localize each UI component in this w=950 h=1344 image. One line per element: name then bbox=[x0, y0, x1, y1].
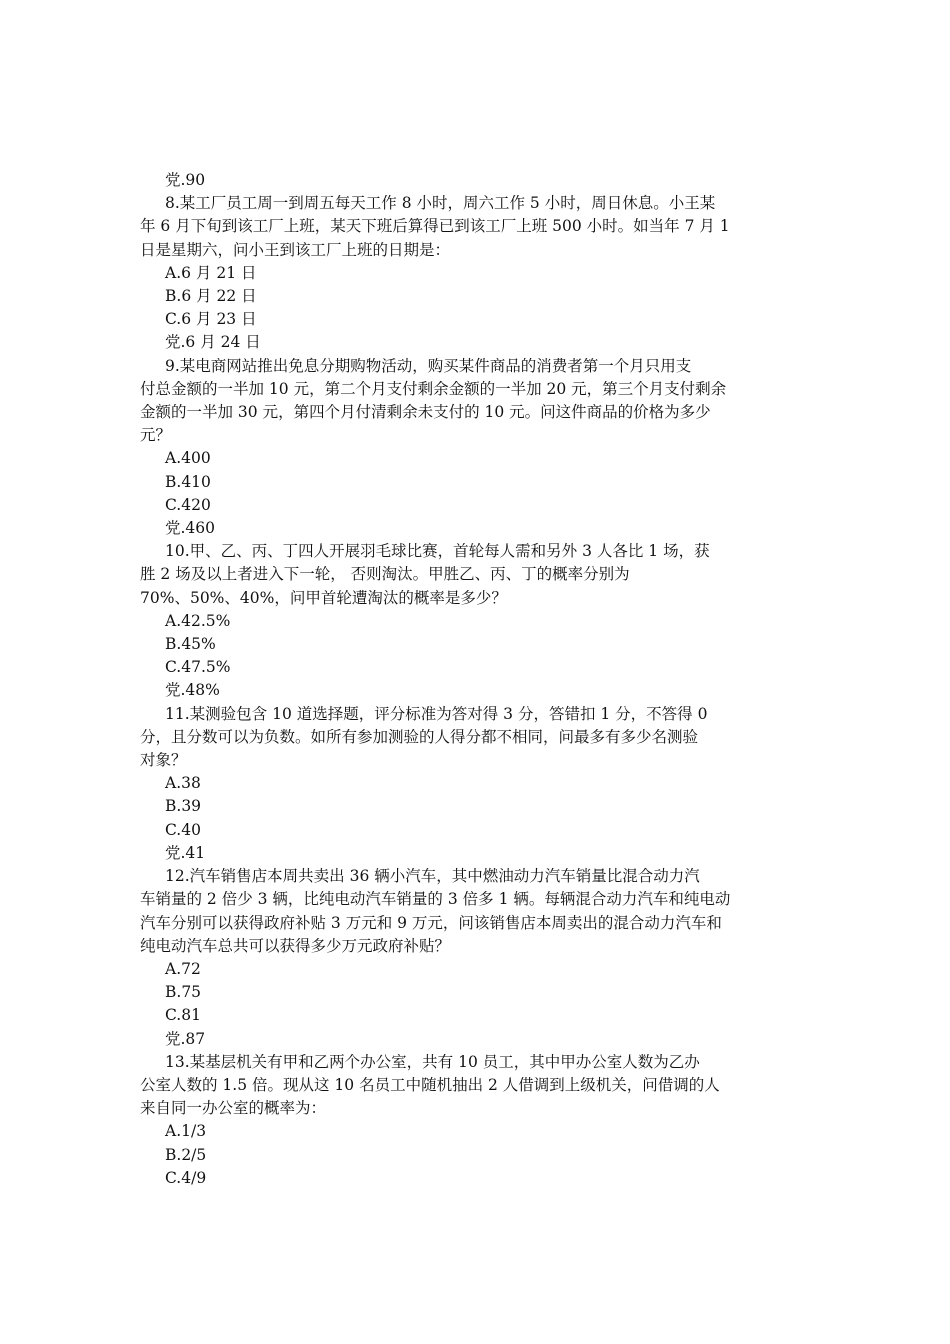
answer-option: 党.48% bbox=[165, 681, 220, 700]
document-page bbox=[140, 169, 810, 1190]
answer-option: B.75 bbox=[165, 983, 202, 1002]
answer-option: C.47.5% bbox=[165, 658, 231, 677]
answer-option: A.400 bbox=[165, 449, 211, 468]
question-line: 10.甲、乙、丙、丁四人开展羽毛球比赛，首轮每人需和另外 3 人各比 1 场，获 bbox=[165, 542, 710, 561]
question-line: 汽车分别可以获得政府补贴 3 万元和 9 万元，问该销售店本周卖出的混合动力汽车和 bbox=[140, 913, 722, 932]
answer-option: C.6 月 23 日 bbox=[165, 310, 257, 329]
question-line: 付总金额的一半加 10 元，第二个月支付剩余金额的一半加 20 元，第三个月支付剩余 bbox=[140, 379, 727, 398]
question-line: 来自同一办公室的概率为： bbox=[140, 1099, 327, 1118]
question-line: 9.某电商网站推出免息分期购物活动，购买某件商品的消费者第一个月只用支 bbox=[165, 356, 692, 375]
answer-option: C.81 bbox=[165, 1006, 201, 1025]
answer-option: 党.41 bbox=[165, 843, 206, 862]
answer-option: 党.6 月 24 日 bbox=[165, 333, 261, 352]
answer-option: A.42.5% bbox=[165, 611, 231, 630]
question-stem bbox=[140, 355, 810, 448]
question-line: 金额的一半加 30 元，第四个月付清剩余未支付的 10 元。问这件商品的价格为多少 bbox=[140, 403, 711, 422]
question-line: 元？ bbox=[140, 426, 172, 445]
question-line: 12.汽车销售店本周共卖出 36 辆小汽车，其中燃油动力汽车销量比混合动力汽 bbox=[165, 867, 700, 886]
question-stem bbox=[140, 1051, 810, 1121]
question-line: 公室人数的 1.5 倍。现从这 10 名员工中随机抽出 2 人借调到上级机关，问借调的人 bbox=[140, 1075, 720, 1094]
question-stem bbox=[140, 540, 810, 610]
question-line: 车销量的 2 倍少 3 辆，比纯电动汽车销量的 3 倍多 1 辆。每辆混合动力汽车和纯电动 bbox=[140, 890, 731, 909]
question-stem bbox=[140, 703, 810, 773]
question-line: 70%、50%、40%，问甲首轮遭淘汰的概率是多少？ bbox=[140, 588, 507, 607]
answer-option: A.6 月 21 日 bbox=[165, 263, 257, 282]
answer-option: C.4/9 bbox=[165, 1168, 207, 1187]
answer-option: C.420 bbox=[165, 495, 211, 514]
answer-option: B.410 bbox=[165, 472, 211, 491]
question-line: 日是星期六，问小王到该工厂上班的日期是： bbox=[140, 240, 451, 259]
question-line: 11.某测验包含 10 道选择题，评分标准为答对得 3 分，答错扣 1 分，不答得 0 bbox=[165, 704, 708, 723]
answer-option: A.1/3 bbox=[165, 1122, 207, 1141]
answer-option: B.39 bbox=[165, 797, 202, 816]
answer-option: 党.460 bbox=[165, 519, 216, 538]
answer-option: A.38 bbox=[165, 774, 201, 793]
answer-option: 党.87 bbox=[165, 1029, 206, 1048]
question-line: 年 6 月下旬到该工厂上班，某天下班后算得已到该工厂上班 500 小时。如当年 7 月 1 bbox=[140, 217, 730, 236]
question-line: 胜 2 场及以上者进入下一轮， 否则淘汰。甲胜乙、丙、丁的概率分别为 bbox=[140, 565, 630, 584]
answer-option: C.40 bbox=[165, 820, 201, 839]
answer-option: 党.90 bbox=[165, 171, 206, 189]
answer-option: B.2/5 bbox=[165, 1145, 207, 1164]
question-line: 13.某基层机关有甲和乙两个办公室，共有 10 员工，其中甲办公室人数为乙办 bbox=[165, 1052, 700, 1071]
question-line: 纯电动汽车总共可以获得多少万元政府补贴？ bbox=[140, 936, 451, 955]
answer-option: B.45% bbox=[165, 635, 216, 654]
question-line: 分，且分数可以为负数。如所有参加测验的人得分都不相同，问最多有多少名测验 bbox=[140, 727, 699, 746]
answer-option: B.6 月 22 日 bbox=[165, 287, 257, 306]
question-line: 8.某工厂员工周一到周五每天工作 8 小时，周六工作 5 小时，周日休息。小王某 bbox=[165, 194, 716, 213]
question-stem bbox=[140, 865, 810, 958]
question-stem bbox=[140, 192, 810, 262]
answer-option: A.72 bbox=[165, 959, 201, 978]
question-line: 对象？ bbox=[140, 751, 187, 770]
